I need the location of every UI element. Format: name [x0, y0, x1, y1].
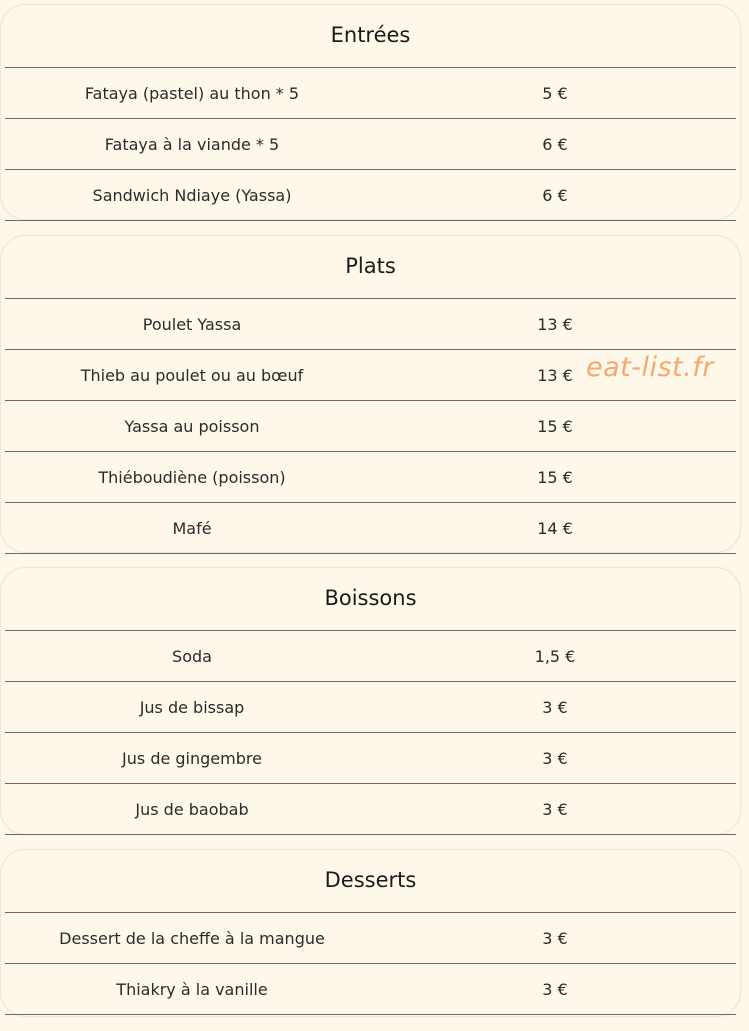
menu-item-name: Yassa au poisson	[124, 416, 260, 436]
menu-item-price: 5 €	[542, 83, 568, 103]
menu-section-plats	[0, 235, 741, 553]
menu-item-price: 1,5 €	[534, 646, 576, 666]
section-title: Boissons	[5, 568, 736, 631]
menu-item-name: Thiéboudiène (poisson)	[98, 467, 286, 487]
section-title: Desserts	[5, 850, 736, 913]
menu-item-row	[5, 170, 736, 221]
menu-item-name: Mafé	[172, 518, 212, 538]
menu-item-price: 3 €	[542, 697, 568, 717]
menu-item-price: 13 €	[537, 365, 573, 385]
menu-item-name: Jus de baobab	[135, 799, 249, 819]
menu-item-price: 3 €	[542, 928, 568, 948]
menu-section-entrees	[0, 4, 741, 220]
menu-item-row	[5, 631, 736, 682]
menu-item-price: 3 €	[542, 799, 568, 819]
menu-item-name: Thiakry à la vanille	[116, 979, 268, 999]
menu-item-price: 3 €	[542, 748, 568, 768]
menu-item-price: 3 €	[542, 979, 568, 999]
menu-section-boissons	[0, 567, 741, 835]
menu-item-row	[5, 913, 736, 964]
menu-item-price: 6 €	[542, 185, 568, 205]
menu-item-name: Thieb au poulet ou au bœuf	[80, 365, 304, 385]
menu-item-name: Dessert de la cheffe à la mangue	[59, 928, 325, 948]
menu-item-row	[5, 964, 736, 1015]
menu-item-row	[5, 682, 736, 733]
watermark-text: eat-list.fr	[586, 352, 714, 383]
menu-section-desserts	[0, 849, 741, 1017]
menu-item-name: Soda	[172, 646, 212, 666]
menu-item-row	[5, 784, 736, 835]
menu-item-row	[5, 733, 736, 784]
menu-item-name: Poulet Yassa	[142, 314, 242, 334]
menu-item-name: Fataya à la viande * 5	[104, 134, 280, 154]
menu-item-name: Jus de gingembre	[122, 748, 262, 768]
menu-item-price: 15 €	[537, 416, 573, 436]
menu-item-row	[5, 299, 736, 350]
menu-item-row	[5, 68, 736, 119]
menu-item-row	[5, 503, 736, 554]
menu-item-name: Fataya (pastel) au thon * 5	[84, 83, 300, 103]
section-title: Plats	[5, 236, 736, 299]
menu-item-price: 13 €	[537, 314, 573, 334]
menu-item-name: Jus de bissap	[139, 697, 245, 717]
menu-item-row	[5, 452, 736, 503]
menu-item-price: 15 €	[537, 467, 573, 487]
menu-item-price: 6 €	[542, 134, 568, 154]
menu-item-name: Sandwich Ndiaye (Yassa)	[92, 185, 292, 205]
menu-item-price: 14 €	[537, 518, 573, 538]
menu-item-row	[5, 401, 736, 452]
menu-item-row	[5, 119, 736, 170]
section-title: Entrées	[5, 5, 736, 68]
